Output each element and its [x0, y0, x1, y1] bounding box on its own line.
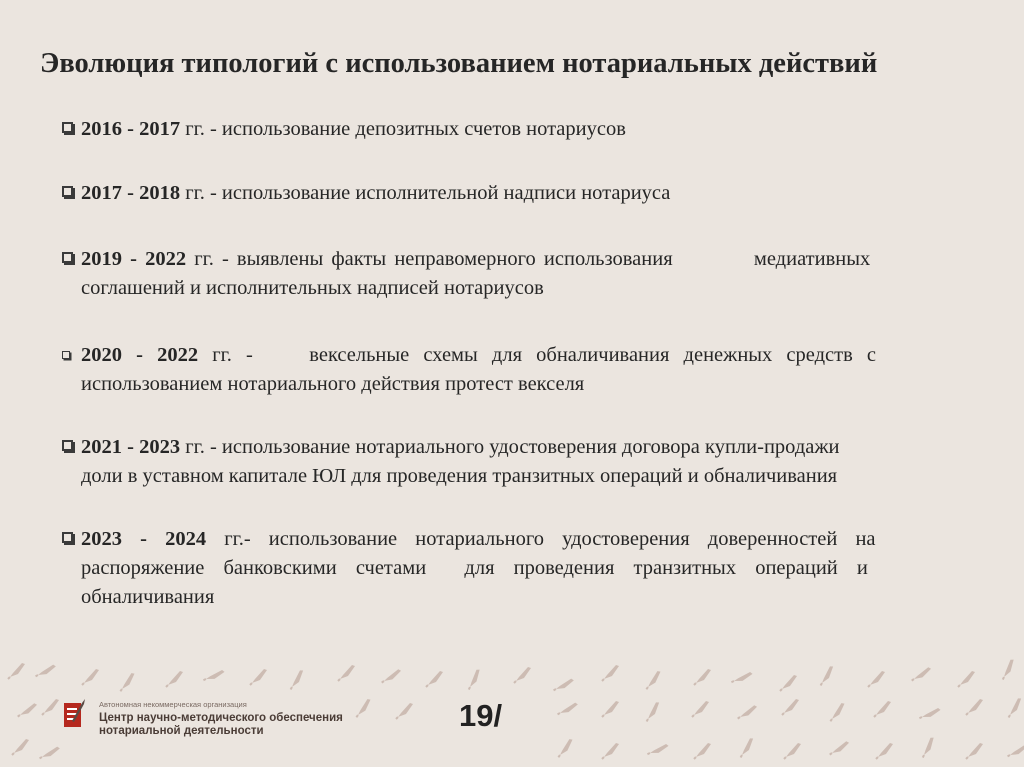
bullet-text-continuation: доли в уставном капитале ЮЛ для проведения транзитных операций и обналичивания: [81, 465, 838, 487]
bullet-item: [62, 179, 954, 208]
bullet-text-continuation: распоряжение банковскими счетами для проведения транзитных операций и: [81, 557, 868, 579]
bullet-years: 2020 - 2022: [81, 344, 199, 366]
bullet-years: 2017 - 2018: [81, 182, 181, 204]
bullet-text-continuation: обналичивания: [81, 586, 215, 608]
checkbox-bullet-icon: [62, 351, 70, 359]
bullet-text-continuation: соглашений и исполнительных надписей нотариусов: [81, 277, 544, 299]
org-name-line1: Центр научно-методического обеспечения: [99, 712, 343, 724]
bullet-text: гг. - использование нотариального удостоверения договора купли-продажи: [180, 436, 840, 458]
checkbox-bullet-icon: [62, 252, 73, 263]
bullet-item: [62, 525, 954, 612]
checkbox-bullet-icon: [62, 122, 73, 133]
bullet-text: гг.- использование нотариального удостоверения доверенностей на: [206, 528, 876, 550]
bullet-item: [62, 245, 954, 303]
bullet-years: 2016 - 2017: [81, 118, 181, 140]
quill-pattern-icon: [0, 655, 1024, 767]
document-quill-icon: [62, 697, 86, 729]
checkbox-bullet-icon: [62, 440, 73, 451]
checkbox-bullet-icon: [62, 186, 73, 197]
bullet-item: [62, 433, 954, 491]
bullet-item: [62, 341, 954, 399]
bullet-text: гг. - использование исполнительной надписи нотариуса: [180, 182, 671, 204]
bullet-years: 2021 - 2023: [81, 436, 181, 458]
org-name-line2: нотариальной деятельности: [99, 725, 264, 737]
bullet-years: 2023 - 2024: [81, 528, 207, 550]
bullet-text-continuation: использованием нотариального действия протест векселя: [81, 373, 585, 395]
slide-title: Эволюция типологий с использованием нотариальных действий: [40, 48, 878, 79]
bullet-item: [62, 115, 954, 144]
bullet-text: гг. - использование депозитных счетов нотариусов: [180, 118, 626, 140]
org-type: Автономная некоммерческая организация: [99, 700, 247, 709]
checkbox-bullet-icon: [62, 532, 73, 543]
bullet-text: гг. - вексельные схемы для обналичивания денежных средств с: [198, 344, 877, 366]
page-number: 19/: [459, 698, 503, 733]
bullet-text: гг. - выявлены факты неправомерного использования медиативных: [186, 248, 871, 270]
bullet-years: 2019 - 2022: [81, 248, 187, 270]
